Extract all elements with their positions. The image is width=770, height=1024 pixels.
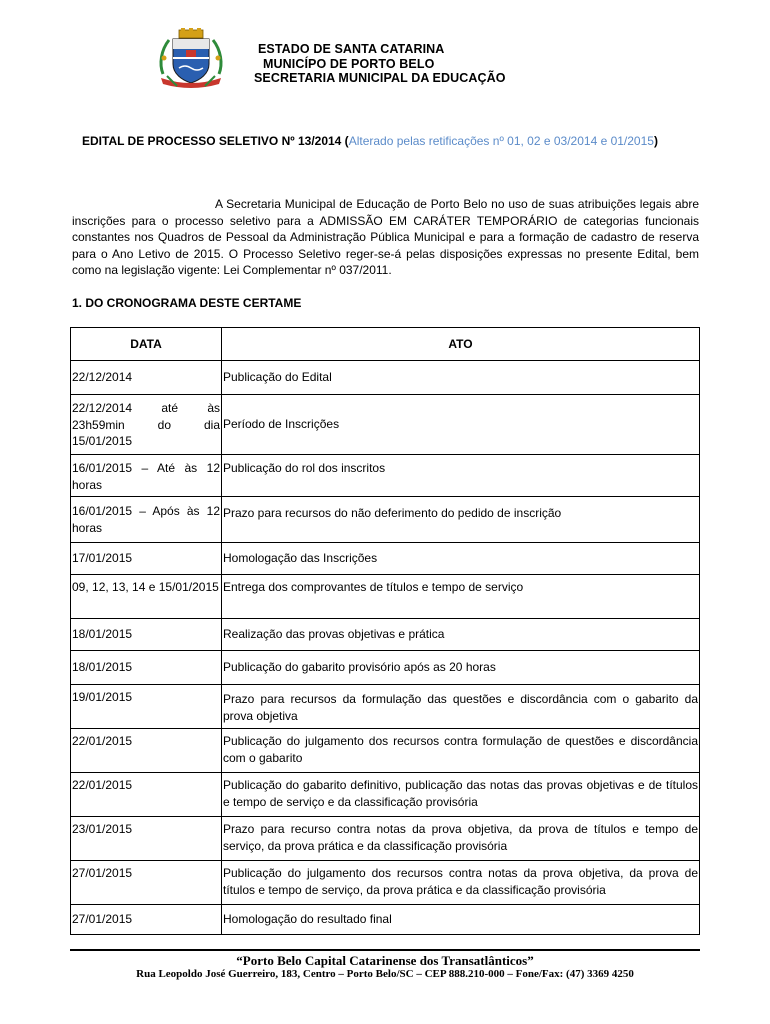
row-act: Homologação do resultado final (222, 905, 700, 935)
municipal-coat-of-arms-icon (155, 28, 227, 90)
row-date: 22/01/2015 (71, 773, 222, 817)
row-act: Publicação do Edital (222, 361, 700, 395)
row-date: 27/01/2015 (71, 861, 222, 905)
row-act: Período de Inscrições (222, 395, 700, 455)
row-act: Entrega dos comprovantes de títulos e tempo de serviço (222, 575, 700, 619)
edital-title (82, 134, 658, 148)
row-act: Prazo para recurso contra notas da prova objetiva, da prova de títulos e tempo de serviço, da prova prática e da classificação provisória (222, 817, 700, 861)
footer-divider (70, 949, 700, 951)
table-row (71, 685, 700, 729)
table-row (71, 729, 700, 773)
section-title: 1. DO CRONOGRAMA DESTE CERTAME (72, 296, 302, 310)
table-row (71, 497, 700, 543)
row-act: Publicação do rol dos inscritos (222, 455, 700, 497)
row-act: Prazo para recursos do não deferimento do pedido de inscrição (222, 497, 700, 543)
intro-paragraph (72, 196, 699, 279)
row-act: Prazo para recursos da formulação das questões e discordância com o gabarito da prova objetiva (222, 685, 700, 729)
column-header-act: ATO (222, 328, 700, 361)
edital-title-close: ) (653, 134, 658, 148)
table-row (71, 361, 700, 395)
table-row (71, 651, 700, 685)
table-row (71, 861, 700, 905)
row-act: Publicação do julgamento dos recursos contra notas da prova objetiva, da prova de títulos e tempo de serviço, da prova prática e da classificação provisória (222, 861, 700, 905)
letterhead (254, 42, 506, 86)
row-act: Publicação do gabarito provisório após as 20 horas (222, 651, 700, 685)
footer-slogan: “Porto Belo Capital Catarinense dos Transatlânticos” (236, 953, 534, 968)
row-date: 16/01/2015 – Após às 12 horas (71, 497, 222, 543)
row-date: 19/01/2015 (71, 685, 222, 729)
schedule-table (70, 327, 700, 935)
table-row (71, 575, 700, 619)
row-date: 22/12/2014 até às 23h59min do dia 15/01/2015 (71, 395, 222, 455)
row-act: Realização das provas objetivas e prática (222, 619, 700, 651)
table-header-row (71, 328, 700, 361)
municipality-name: MUNICÍPO DE PORTO BELO (263, 56, 435, 71)
edital-amendment-note: Alterado pelas retificações nº 01, 02 e 03/2014 e 01/2015 (348, 134, 654, 148)
row-act: Homologação das Inscrições (222, 543, 700, 575)
table-row (71, 455, 700, 497)
footer-address: Rua Leopoldo José Guerreiro, 183, Centro – Porto Belo/SC – CEP 888.210-000 – Fone/Fax: (47) 3369 4250 (136, 968, 634, 980)
edital-title-text: EDITAL DE PROCESSO SELETIVO Nº 13/2014 ( (82, 134, 349, 148)
table-row (71, 395, 700, 455)
intro-text: A Secretaria Municipal de Educação de Porto Belo no uso de suas atribuições legais abre inscrições para o processo seletivo para a ADMISSÃO EM CARÁTER TEMPORÁRIO de categorias funcionais constantes nos Quadros de Pessoal da Administração Pública Municipal e para a formação de cadastro de reserva para o Ano Letivo de 2015. O Processo Seletivo reger-se-á pelas disposições expressas no presente Edital, bem como na legislação vigente: Lei Complementar nº 037/2011. (72, 197, 699, 277)
table-row (71, 619, 700, 651)
state-name: ESTADO DE SANTA CATARINA (258, 42, 445, 56)
row-date: 17/01/2015 (71, 543, 222, 575)
department-name: SECRETARIA MUNICIPAL DA EDUCAÇÃO (254, 71, 506, 85)
row-act: Publicação do julgamento dos recursos contra formulação de questões e discordância com o gabarito (222, 729, 700, 773)
row-date: 27/01/2015 (71, 905, 222, 935)
row-date: 18/01/2015 (71, 651, 222, 685)
row-date: 23/01/2015 (71, 817, 222, 861)
table-row (71, 543, 700, 575)
table-row (71, 905, 700, 935)
row-date: 09, 12, 13, 14 e 15/01/2015 (71, 575, 222, 619)
column-header-date: DATA (71, 328, 222, 361)
row-act: Publicação do gabarito definitivo, publicação das notas das provas objetivas e de títulos e tempo de serviço e da classificação provisória (222, 773, 700, 817)
table-row (71, 817, 700, 861)
row-date: 16/01/2015 – Até às 12 horas (71, 455, 222, 497)
row-date: 18/01/2015 (71, 619, 222, 651)
row-date: 22/12/2014 (71, 361, 222, 395)
row-date: 22/01/2015 (71, 729, 222, 773)
table-row (71, 773, 700, 817)
